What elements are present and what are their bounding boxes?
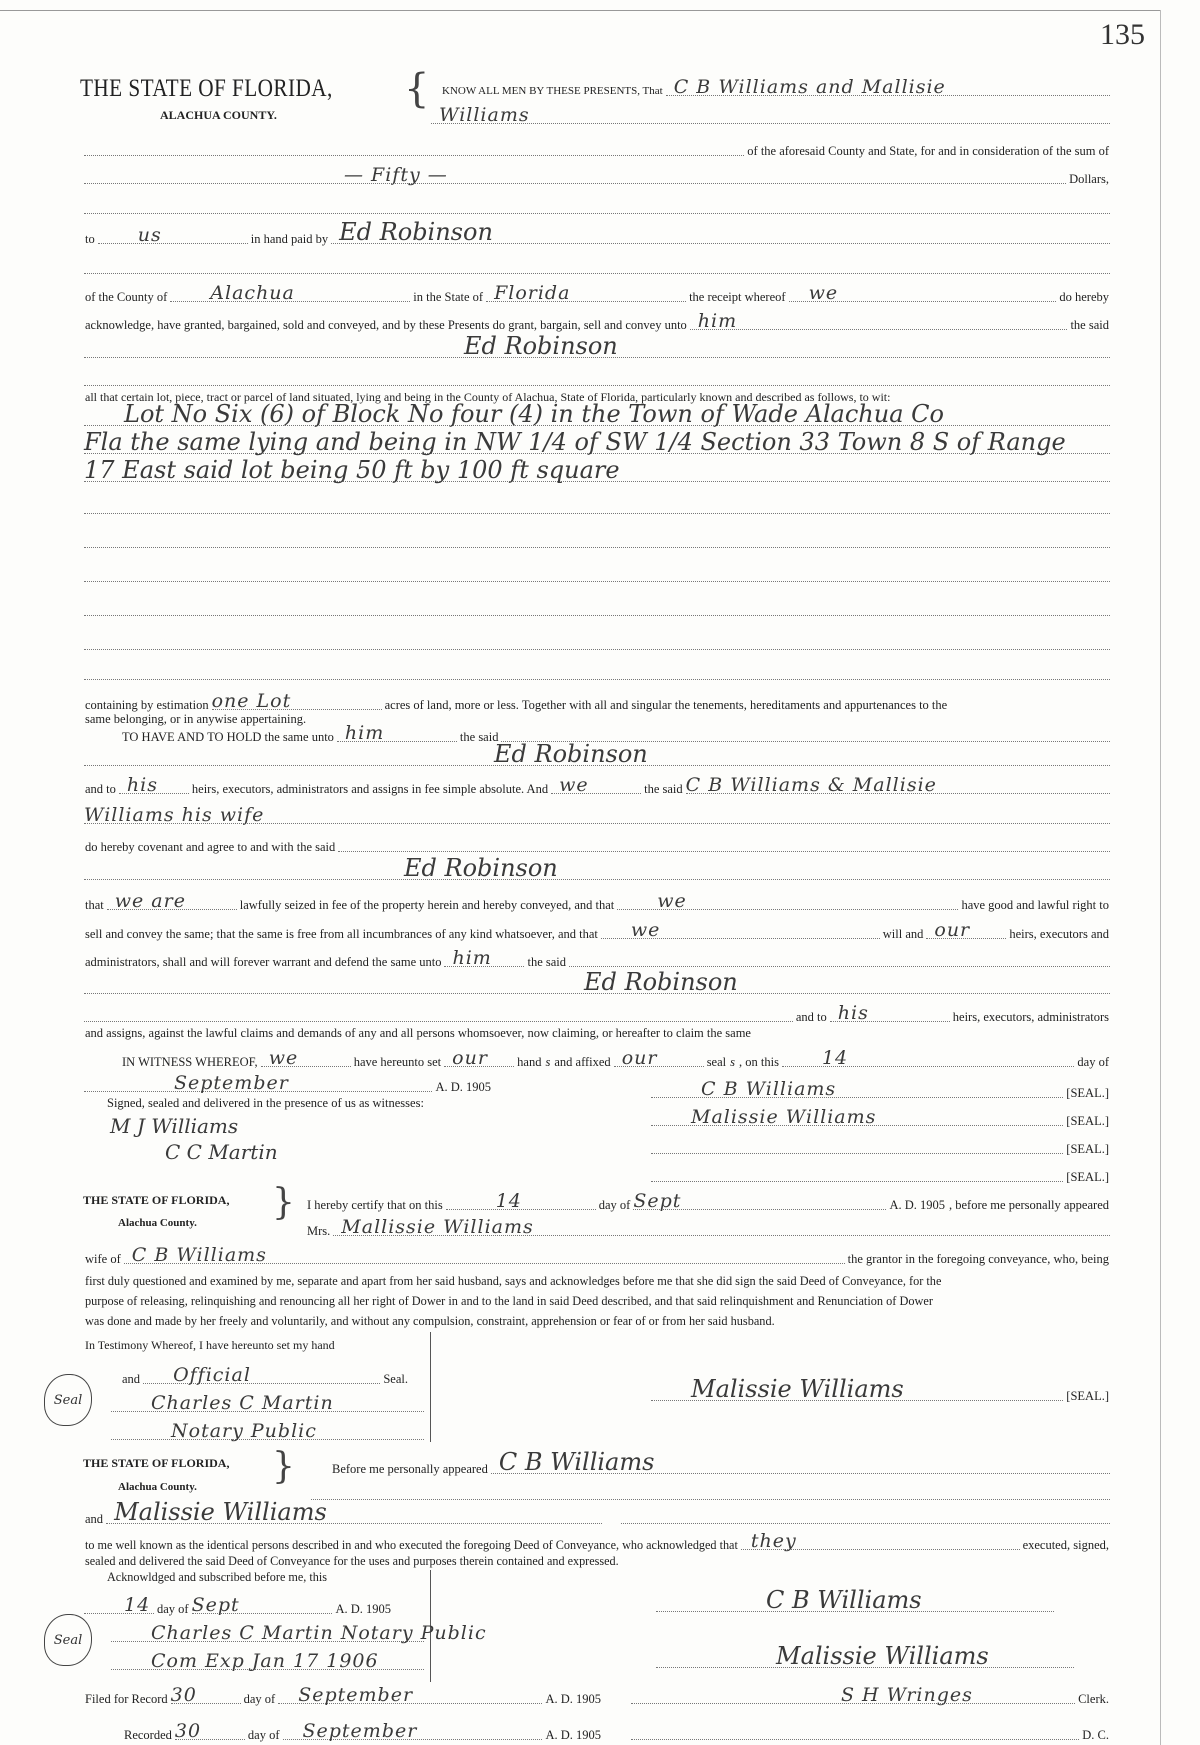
that-handwriting: we are	[114, 890, 186, 912]
blank-line	[84, 655, 1110, 680]
admin-handwriting: him	[452, 947, 492, 969]
brace: {	[404, 66, 430, 112]
description-line	[84, 429, 1110, 454]
on-this-text: , on this	[739, 1055, 779, 1069]
signature-line	[656, 1587, 1054, 1612]
wife-of-field	[124, 1239, 845, 1264]
filed-month-handwriting: September	[298, 1684, 414, 1706]
recorded-day-handwriting: 30	[174, 1720, 202, 1742]
before-text: Before me personally appeared	[332, 1462, 488, 1476]
grantee-field	[84, 333, 1110, 358]
seal-label: [SEAL.]	[1066, 1086, 1109, 1100]
seal-text: seal	[706, 1055, 727, 1069]
official-handwriting: Official	[173, 1364, 251, 1386]
dc-label: D. C.	[1082, 1728, 1109, 1742]
blank-line	[338, 827, 1110, 852]
they-field	[741, 1525, 1020, 1550]
grantee-field-3	[84, 855, 1110, 880]
day-of-text: day of	[243, 1692, 276, 1706]
certify-month-handwriting: Sept	[633, 1190, 682, 1212]
blank-line	[84, 625, 1110, 650]
day-of-text: day of	[157, 1602, 189, 1616]
grantors-field	[666, 71, 1110, 96]
executed-text: executed, signed,	[1022, 1538, 1109, 1552]
blank-line	[84, 249, 1110, 274]
unto-handwriting: him	[697, 310, 738, 332]
description-handwriting: Lot No Six (6) of Block No four (4) in the Town of Wade Alachua Co	[124, 400, 944, 428]
and-to-field	[119, 769, 189, 794]
signature-line	[651, 1073, 1063, 1098]
witness-text: IN WITNESS WHEREOF,	[122, 1055, 258, 1069]
ad-text: A. D. 1905	[889, 1198, 945, 1212]
page-edge-top	[0, 10, 1160, 11]
witness-field	[261, 1042, 351, 1067]
grantee-field-2	[84, 741, 1110, 766]
blank-line	[84, 189, 1110, 214]
set-handwriting: our	[452, 1047, 488, 1069]
blank-line	[84, 131, 744, 156]
notary-line	[111, 1617, 487, 1644]
covenant-text: do hereby covenant and agree to and with the said	[85, 840, 336, 854]
signature-line	[651, 1376, 1063, 1401]
paid-by-field	[331, 219, 1110, 244]
the-said-text: the said	[644, 782, 683, 796]
ad-text: A. D. 1905	[545, 1728, 601, 1742]
to-have-handwriting: him	[344, 722, 385, 744]
signature-handwriting: C B Williams	[701, 1078, 837, 1100]
brace: }	[272, 1446, 295, 1487]
dower-body-text: first duly questioned and examined by me, separate and apart from her said husband, says and acknowledges before me that she did sign the said Deed of Conveyance, for the	[85, 1274, 942, 1288]
in-state-text: in the State of	[413, 290, 484, 304]
blank-line	[569, 942, 1110, 967]
to-handwriting: us	[137, 224, 162, 246]
notary-title-handwriting: Notary Public	[171, 1420, 317, 1442]
to-have-text: TO HAVE AND TO HOLD the same unto	[122, 730, 334, 744]
day-of-text: day of	[598, 1198, 631, 1212]
day-handwriting: 14	[821, 1047, 849, 1069]
will-field	[926, 914, 1006, 939]
will-handwriting: our	[934, 919, 971, 941]
seal-label: [SEAL.]	[1066, 1114, 1109, 1128]
recorded-month-handwriting: September	[302, 1720, 418, 1742]
mrs-field	[333, 1211, 1110, 1236]
heirs-text: heirs, executors, administrators and assigns in fee simple absolute. And	[191, 782, 549, 796]
page-number: 135	[1100, 18, 1145, 51]
grantors-said-field-2	[84, 799, 1110, 824]
sell-handwriting: we	[630, 919, 661, 941]
commission-handwriting: Com Exp Jan 17 1906	[151, 1650, 379, 1672]
filed-day-handwriting: 30	[170, 1684, 197, 1706]
hand-text: hand	[517, 1055, 542, 1069]
dc-line	[631, 1715, 1079, 1740]
before-text: , before me personally appeared	[949, 1198, 1109, 1212]
and-text: and	[85, 1512, 104, 1526]
blank-line	[84, 997, 793, 1022]
notary-line-handwriting: Charles C Martin Notary Public	[151, 1622, 487, 1644]
seal-text: Seal.	[383, 1372, 408, 1386]
signature-line	[651, 1101, 1063, 1126]
to-have-field	[337, 717, 457, 742]
month-field	[84, 1067, 432, 1092]
grantors-said-handwriting-2: Williams his wife	[84, 804, 265, 826]
blank-line	[84, 557, 1110, 582]
and-text: and	[122, 1372, 141, 1386]
estimation-field	[212, 685, 382, 710]
dower-county-heading: Alachua County.	[118, 1217, 197, 1229]
state-field	[486, 277, 686, 302]
heirs-text: heirs, executors, administrators	[952, 1010, 1109, 1024]
and-to-text: and to	[85, 782, 116, 796]
heirs-executors-text: heirs, executors and	[1009, 927, 1109, 941]
and-to-handwriting: his	[837, 1002, 869, 1024]
assigns-text: and assigns, against the lawful claims and demands of any and all persons whomsoever, now claiming, or hereafter to claim the same	[85, 1026, 751, 1040]
commission-line	[111, 1645, 424, 1670]
grantors-said-handwriting: C B Williams & Mallisie	[685, 774, 937, 796]
know-all-men-text: KNOW ALL MEN BY THESE PRESENTS, That	[442, 85, 663, 97]
unto-field	[690, 305, 1068, 330]
acknowledge-text: acknowledge, have granted, bargained, sold and conveyed, and by these Presents do grant, bargain, sell and convey unto	[85, 318, 687, 332]
grantee-handwriting: Ed Robinson	[464, 332, 618, 360]
mrs-handwriting: Mallissie Williams	[341, 1216, 534, 1238]
dollars-text: Dollars,	[1069, 172, 1109, 186]
dower-body-text: was done and made by her freely and voluntarily, and without any compulsion, constraint, apprehension or fear of or from her said husband.	[85, 1314, 775, 1328]
brace: }	[272, 1182, 295, 1223]
day-of-text: day of	[247, 1728, 280, 1742]
paid-by-handwriting: Ed Robinson	[339, 218, 493, 246]
ack-month-field	[192, 1589, 333, 1614]
notary-seal-stamp: Seal	[44, 1374, 92, 1426]
sealed-text: sealed and delivered the said Deed of Conveyance for the uses and purposes therein contained and expressed.	[85, 1554, 619, 1568]
and-handwriting: Malissie Williams	[114, 1498, 327, 1526]
blank-line	[84, 489, 1110, 514]
signature-handwriting: Malissie Williams	[776, 1642, 989, 1670]
wife-of-handwriting: C B Williams	[131, 1244, 267, 1266]
recorded-month-field	[283, 1715, 543, 1740]
they-handwriting: they	[750, 1530, 797, 1552]
the-said-text: the said	[459, 730, 499, 744]
grantors-handwriting: C B Williams and Mallisie	[673, 76, 946, 98]
recorded-text: Recorded	[124, 1728, 172, 1742]
all-that-text: all that certain lot, piece, tract or parcel of land situated, lying and being in the County of Alachua, State of Florida, particularly known and described as follows, to wit:	[85, 390, 891, 404]
seized-handwriting: we	[657, 890, 687, 912]
witness-signature: M J Williams	[110, 1114, 239, 1138]
notary-name-handwriting: Charles C Martin	[151, 1392, 334, 1414]
description-line	[84, 401, 1110, 426]
notary-name-line	[111, 1387, 424, 1412]
filed-month-field	[278, 1679, 542, 1704]
before-field	[491, 1449, 1110, 1474]
certify-text: I hereby certify that on this	[307, 1198, 443, 1212]
paid-by-text: in hand paid by	[250, 232, 329, 246]
and-to-handwriting: his	[126, 774, 158, 796]
description-line	[84, 457, 1110, 482]
grantors-said-field	[686, 769, 1110, 794]
to-field	[98, 219, 248, 244]
grantors-handwriting-2: Williams	[439, 104, 530, 126]
county-field	[170, 277, 410, 302]
and-handwriting: we	[559, 774, 589, 796]
seal-label: [SEAL.]	[1066, 1142, 1109, 1156]
testimony-text: In Testimony Whereof, I have hereunto set my hand	[85, 1338, 335, 1352]
signed-text: Signed, sealed and delivered in the presence of us as witnesses:	[107, 1096, 424, 1110]
known-text: to me well known as the identical persons described in and who executed the foregoing Deed of Conveyance, who acknowledged that	[85, 1538, 738, 1552]
ack-month-handwriting: Sept	[191, 1594, 240, 1616]
seal-label: [SEAL.]	[1066, 1170, 1109, 1184]
the-said-text: the said	[1070, 318, 1109, 332]
page-edge-right	[1160, 10, 1161, 1745]
sell-text: sell and convey the same; that the same is free from all incumbrances of any kind whatsoever, and that	[85, 927, 598, 941]
and-field	[551, 769, 641, 794]
and-to-text: and to	[795, 1010, 827, 1024]
hand-s-handwriting: s	[545, 1055, 551, 1069]
brace-line	[430, 1332, 431, 1442]
dower-state-heading: THE STATE OF FLORIDA,	[83, 1193, 230, 1207]
will-and-text: will and	[882, 927, 924, 941]
notary-seal-stamp: Seal	[44, 1614, 92, 1666]
receipt-field	[789, 277, 1057, 302]
affixed-field	[614, 1042, 704, 1067]
sum-field	[84, 159, 1066, 184]
official-field	[143, 1359, 380, 1384]
notary-title-line	[111, 1415, 424, 1440]
blank-line	[311, 1475, 1110, 1500]
estimation-handwriting: one Lot	[211, 690, 292, 712]
certify-day-field	[446, 1185, 596, 1210]
hereunto-text: have hereunto set	[353, 1055, 442, 1069]
county-heading: ALACHUA COUNTY.	[160, 108, 277, 122]
day-of-text: day of	[1077, 1055, 1109, 1069]
subscribed-text: Acknowldged and subscribed before me, this	[107, 1570, 327, 1584]
signature-line	[651, 1157, 1063, 1182]
sell-field	[601, 914, 880, 939]
before-handwriting: C B Williams	[498, 1448, 655, 1476]
day-field	[782, 1042, 1074, 1067]
grantee-handwriting: Ed Robinson	[584, 968, 738, 996]
and-to-2-field	[830, 997, 950, 1022]
seal-s-handwriting: s	[730, 1055, 735, 1069]
ad-text: A. D. 1905	[545, 1692, 601, 1706]
description-handwriting: 17 East said lot being 50 ft by 100 ft square	[84, 456, 620, 484]
ack-day-field	[84, 1589, 154, 1614]
receipt-text: the receipt whereof	[689, 290, 786, 304]
ack-day-handwriting: 14	[124, 1594, 151, 1616]
ad-text: A. D. 1905	[335, 1602, 391, 1616]
affixed-handwriting: our	[621, 1047, 658, 1069]
ack-county-heading: Alachua County.	[118, 1481, 197, 1493]
clerk-label: Clerk.	[1078, 1692, 1109, 1706]
signature-handwriting: Malissie Williams	[691, 1106, 877, 1128]
administrators-text: administrators, shall and will forever warrant and defend the same unto	[85, 955, 442, 969]
witness-signature: C C Martin	[165, 1140, 278, 1164]
and-field	[106, 1499, 602, 1524]
containing-text: containing by estimation	[85, 698, 209, 712]
month-handwriting: September	[174, 1072, 289, 1094]
belonging-text: same belonging, or in anywise appertaining.	[85, 712, 307, 726]
grantee-handwriting: Ed Robinson	[494, 740, 648, 768]
state-handwriting: Florida	[494, 282, 571, 304]
signature-line	[656, 1643, 1074, 1668]
filed-day-field	[171, 1679, 241, 1704]
receipt-handwriting: we	[808, 282, 839, 304]
county-handwriting: Alachua	[210, 282, 295, 304]
recorded-day-field	[175, 1715, 245, 1740]
signature-handwriting: Malissie Williams	[691, 1375, 904, 1403]
wife-of-text: wife of	[85, 1252, 121, 1266]
acres-text: acres of land, more or less. Together with all and singular the tenements, hereditaments and appurtenances to the	[384, 698, 948, 712]
right-text: have good and lawful right to	[961, 898, 1109, 912]
do-hereby-text: do hereby	[1059, 290, 1109, 304]
seal-label: [SEAL.]	[1066, 1389, 1109, 1403]
witness-handwriting: we	[268, 1047, 299, 1069]
that-field	[107, 885, 237, 910]
ad-text: A. D. 1905	[435, 1080, 491, 1094]
clerk-line	[631, 1679, 1075, 1704]
dower-body-text: purpose of releasing, relinquishing and renouncing all her right of Dower in and to the land in said Deed described, and that said relinquishment and Renunciation of Dower	[85, 1294, 933, 1308]
blank-line	[621, 1499, 1110, 1524]
sum-handwriting: — Fifty —	[344, 164, 448, 186]
grantee-handwriting: Ed Robinson	[404, 854, 558, 882]
affixed-text: and affixed	[554, 1055, 611, 1069]
of-county-text: of the County of	[85, 290, 168, 304]
that-text: that	[85, 898, 104, 912]
seized-text: lawfully seized in fee of the property herein and hereby conveyed, and that	[239, 898, 615, 912]
blank-line	[84, 523, 1110, 548]
set-field	[444, 1042, 514, 1067]
clerk-handwriting: S H Wringes	[841, 1684, 973, 1706]
grantors-field-2	[431, 99, 1110, 124]
seized-field	[617, 885, 958, 910]
grantee-field-4	[84, 969, 1110, 994]
signature-line	[651, 1129, 1063, 1154]
certify-day-handwriting: 14	[495, 1190, 522, 1212]
ack-state-heading: THE STATE OF FLORIDA,	[83, 1456, 230, 1470]
to-text: to	[85, 232, 95, 246]
description-handwriting: Fla the same lying and being in NW 1/4 of SW 1/4 Section 33 Town 8 S of Range	[84, 428, 1066, 456]
certify-month-field	[633, 1185, 886, 1210]
aforesaid-text: of the aforesaid County and State, for and in consideration of the sum of	[747, 144, 1109, 158]
state-heading: THE STATE OF FLORIDA,	[80, 75, 333, 102]
filed-text: Filed for Record	[85, 1692, 168, 1706]
admin-field	[444, 942, 524, 967]
blank-line	[501, 717, 1110, 742]
blank-line	[84, 591, 1110, 616]
grantor-text: the grantor in the foregoing conveyance, who, being	[847, 1252, 1109, 1266]
the-said-text: the said	[527, 955, 567, 969]
mrs-text: Mrs.	[307, 1224, 331, 1238]
signature-handwriting: C B Williams	[766, 1586, 922, 1614]
